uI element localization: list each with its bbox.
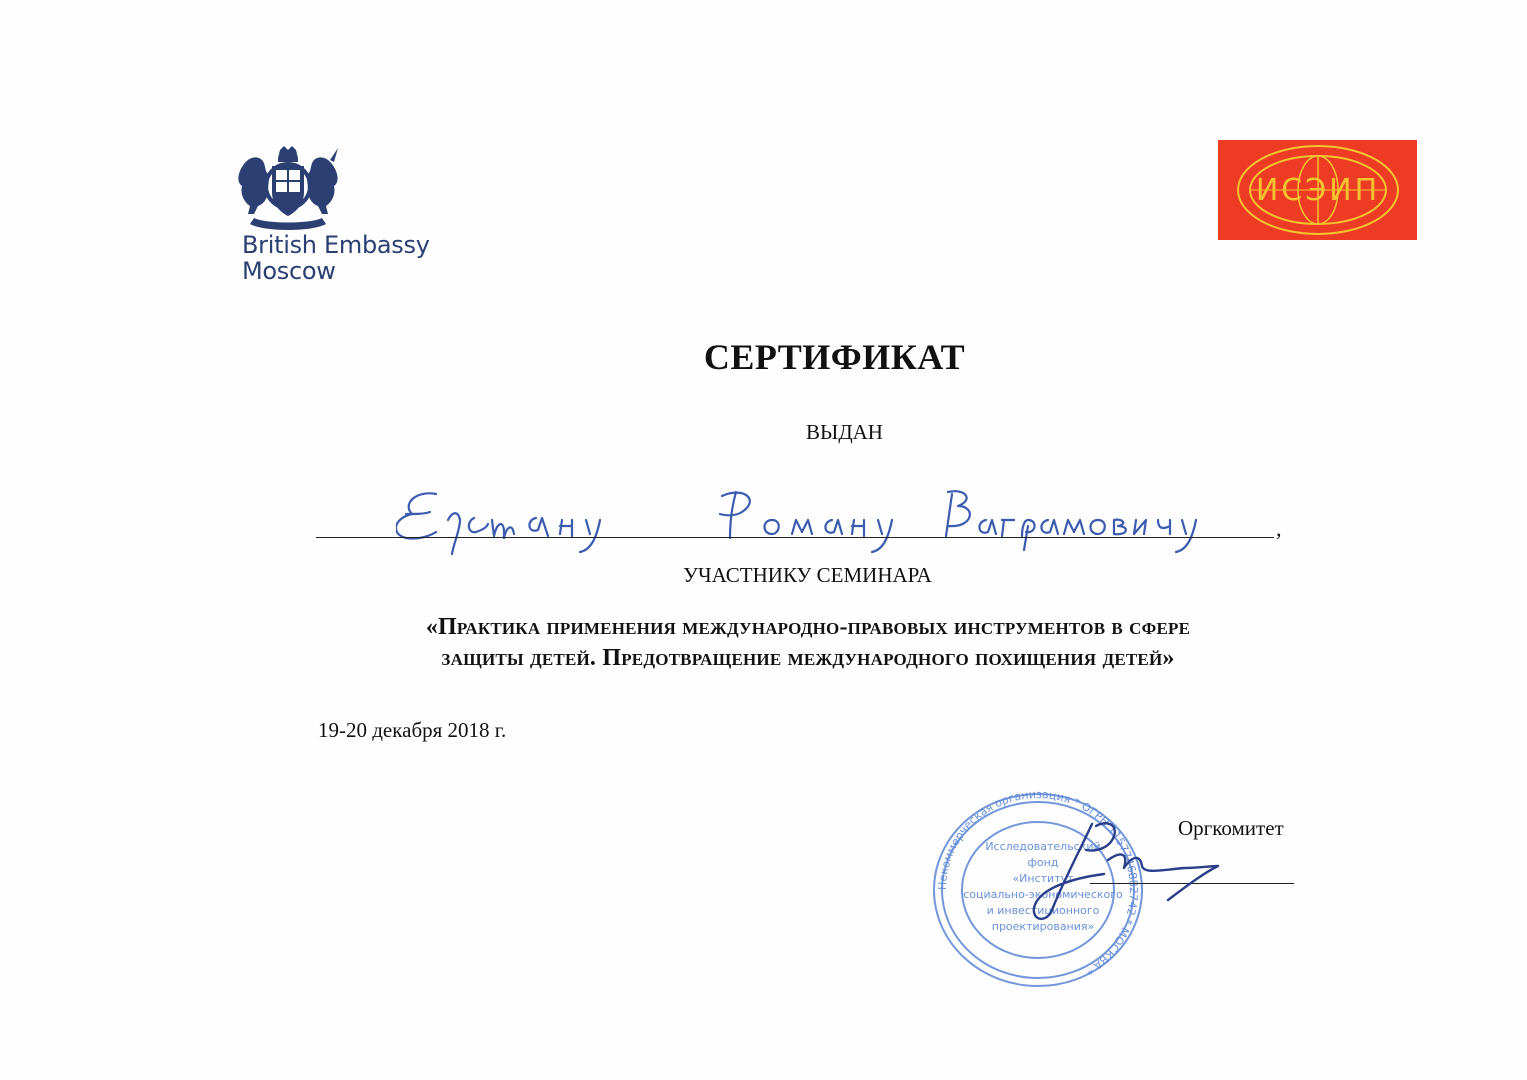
stamp-line-2: фонд <box>1027 856 1059 869</box>
stamp-ring-text: Некоммерческая организация * ОГРН 1157746882742 * МОСКВА * <box>935 790 1141 978</box>
embassy-name <box>242 232 430 284</box>
stamp-line-3: «Институт <box>1012 872 1074 885</box>
handwritten-signature <box>1000 800 1240 940</box>
seminar-title-line1: «Практика применения международно-правовых инструментов в сфере <box>425 614 1191 640</box>
handwritten-recipient-name <box>396 476 1236 566</box>
iseip-logo <box>1218 140 1417 240</box>
organizing-committee-label: Оргкомитет <box>1178 816 1284 840</box>
recipient-name-text <box>396 477 409 479</box>
embassy-name-line1: British Embassy <box>242 231 430 259</box>
recipient-name-underline <box>316 537 1274 538</box>
issued-label: ВЫДАН <box>806 420 883 444</box>
recipient-name-comma: , <box>1276 516 1282 541</box>
iseip-logo-text: ИСЭИП <box>1255 173 1381 208</box>
stamp-line-1: Исследовательский <box>985 840 1101 853</box>
seminar-title-line2: защиты детей. Предотвращение международного похищения детей» <box>441 645 1175 671</box>
stamp-line-4: социально-экономического <box>963 888 1123 901</box>
stamp-line-5: и инвестиционного <box>986 904 1100 917</box>
participant-label: УЧАСТНИКУ СЕМИНАРА <box>683 563 932 587</box>
royal-coat-of-arms-icon <box>236 146 340 230</box>
embassy-name-line2: Moscow <box>242 257 336 285</box>
seminar-title <box>318 612 1298 674</box>
seminar-date: 19-20 декабря 2018 г. <box>318 718 507 742</box>
stamp-line-6: проектирования» <box>991 920 1095 933</box>
certificate-title: СЕРТИФИКАТ <box>703 337 966 377</box>
